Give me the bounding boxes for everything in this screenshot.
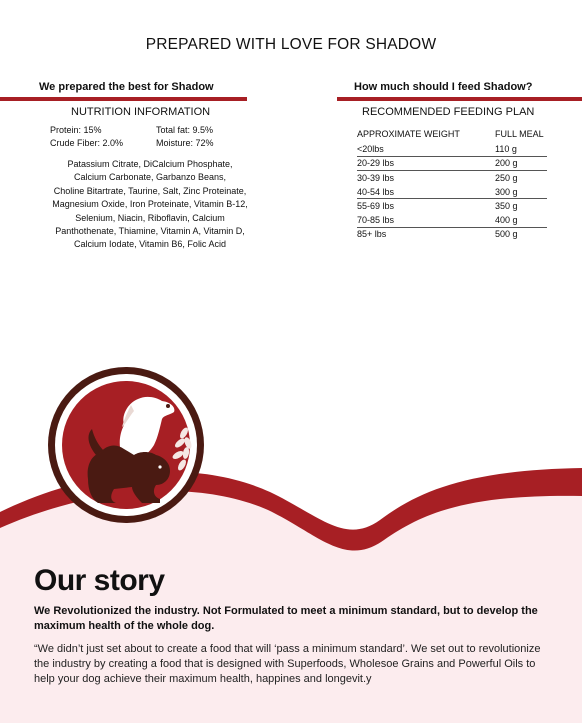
feeding-table (357, 128, 547, 241)
ingredient-line: Magnesium Oxide, Iron Proteinate, Vitamin B-12, (52, 199, 248, 210)
nutrition-fact: Moisture: 72% (156, 138, 214, 148)
table-row (357, 156, 547, 171)
ingredient-line: Selenium, Niacin, Riboflavin, Calcium (75, 212, 225, 223)
nutrition-rule (0, 97, 247, 101)
weight-cell: 70-85 lbs (357, 213, 483, 227)
feeding-subheading: RECOMMENDED FEEDING PLAN (362, 106, 535, 118)
feeding-rule (337, 97, 582, 101)
meal-cell: 350 g (495, 201, 518, 212)
weight-cell: <20lbs (357, 142, 483, 156)
ingredient-line: Choline Bitartrate, Taurine, Salt, Zinc Proteinate, (53, 185, 247, 196)
weight-cell: 85+ lbs (357, 229, 387, 240)
meal-cell: 400 g (483, 213, 547, 227)
meal-cell: 300 g (483, 185, 547, 199)
meal-column-header: FULL MEAL (495, 128, 544, 139)
story-body: “We didn’t just set about to create a food that will ‘pass a minimum standard’. We set out to revolutionize the industry by creating a food that is designed with Superfoods, Wholesoe Grains and Powerful Oils to help your dog achieve their maximum health, happines and longevit.y (34, 643, 541, 685)
nutrition-fact: Total fat: 9.5% (156, 125, 214, 135)
feeding-header-row (357, 128, 547, 142)
nutrition-fact: Crude Fiber: 2.0% (50, 138, 124, 148)
weight-column-header: APPROXIMATE WEIGHT (357, 128, 460, 139)
meal-cell: 500 g (495, 229, 518, 240)
table-row (357, 142, 547, 156)
page-title: PREPARED WITH LOVE FOR SHADOW (145, 36, 437, 53)
ingredient-line: Panthothenate, Thiamine, Vitamin A, Vitamin D, (55, 226, 245, 237)
weight-cell: 30-39 lbs (357, 172, 395, 183)
nutrition-heading: We prepared the best for Shadow (39, 81, 214, 93)
meal-cell: 200 g (483, 156, 547, 171)
story-lead: We Revolutionized the industry. Not Formulated to meet a minimum standard, but to develop the maximum health of the whole dog. (34, 605, 538, 632)
meal-cell: 110 g (483, 142, 547, 156)
ingredient-line: Patassium Citrate, DiCalcium Phosphate, (67, 159, 233, 169)
nutrition-subheading: NUTRITION INFORMATION (71, 106, 211, 118)
table-row (357, 213, 547, 227)
table-row (357, 227, 547, 241)
ingredient-line: Calcium Iodate, Vitamin B6, Folic Acid (74, 239, 226, 250)
table-row (357, 171, 547, 185)
nutrition-fact: Protein: 15% (50, 125, 102, 135)
weight-cell: 40-54 lbs (357, 185, 483, 199)
dog-logo (48, 367, 204, 523)
meal-cell: 250 g (495, 172, 518, 183)
weight-cell: 55-69 lbs (357, 201, 395, 212)
ingredients-list (30, 158, 270, 252)
feeding-heading: How much should I feed Shadow? (354, 81, 533, 93)
ingredient-line: Calcium Carbonate, Garbanzo Beans, (73, 172, 227, 183)
story-title: Our story (34, 564, 165, 597)
weight-cell: 20-29 lbs (357, 156, 483, 171)
table-row (357, 185, 547, 199)
table-row (357, 199, 547, 213)
